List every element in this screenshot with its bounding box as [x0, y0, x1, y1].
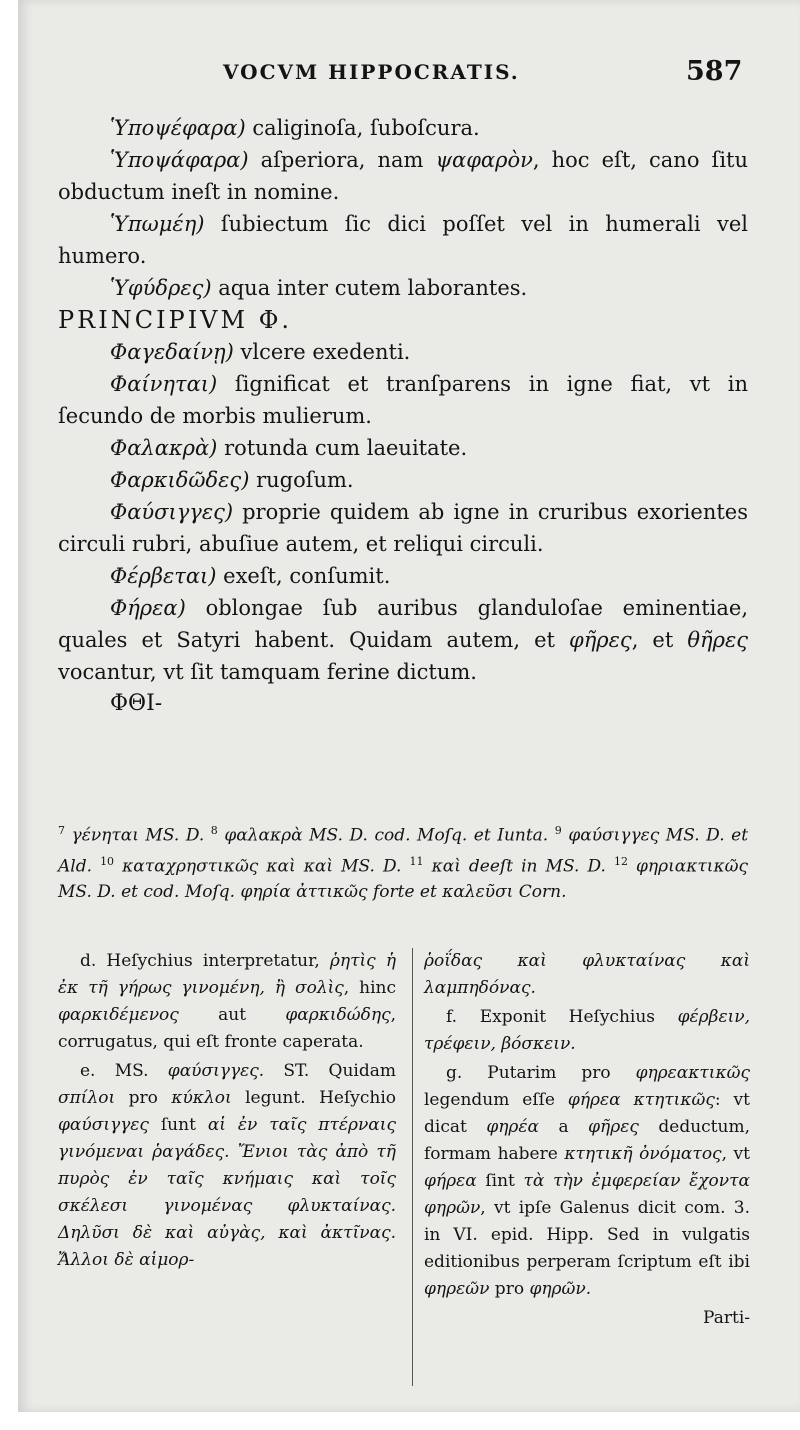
headword: Ὑποψάφαρα) — [110, 148, 249, 172]
note-text: e. MS. — [80, 1061, 168, 1081]
note-text: Quidam — [309, 1061, 396, 1081]
entry-hypopsephara — [58, 112, 748, 144]
greek-text: αἱ ἐν ταῖς πτέρναις γινόμεναι ῥαγάδες. Ἔνιοι τὰς ἀπὸ τῆ πυρὸς ἐν ταῖς κνήμαις καὶ τοῖς σκέλεσι γινομένας φλυκταίνας. Δηλῦσι δὲ καὶ αὐγὰς, καὶ ἀκτῖνας. Ἄλλοι δὲ αἱμορ- — [58, 1115, 396, 1270]
entry-text: exeſt, conſumit. — [216, 564, 391, 588]
footnote-text: καὶ deeſt in MS. D. — [431, 856, 614, 877]
entry-pherea — [58, 592, 748, 688]
page-header — [18, 56, 800, 96]
greek-text: φῆρες — [588, 1117, 639, 1137]
entry-phagedaine — [58, 336, 748, 368]
footnote-text: φαλακρὰ MS. D. cod. Moſq. et Iunta. — [224, 825, 549, 846]
entry-phalakra — [58, 432, 748, 464]
entry-text: , et — [631, 628, 688, 652]
note-text: f. Exponit Heſychius — [446, 1007, 678, 1027]
notes-column-right — [424, 948, 750, 1332]
catchword: ΦΘΙ- — [110, 691, 163, 716]
footnote-number: 12 — [613, 854, 628, 868]
entry-phausinges — [58, 496, 748, 560]
note-text: , vt — [721, 1144, 750, 1164]
footnote-number: 8 — [210, 824, 218, 837]
headword: Φαύσιγγες) — [110, 500, 234, 524]
entry-text: vlcere exedenti. — [233, 340, 411, 364]
footnote-number: 7 — [58, 824, 65, 837]
note-text: aut — [178, 1005, 286, 1025]
entry-text: ſubiectum ſic dici poſſet vel in humerali vel humero. — [58, 212, 748, 268]
footnote-number: 11 — [409, 854, 424, 868]
headword: Ὑπωμέη) — [110, 212, 205, 236]
footnote-number: 9 — [554, 824, 562, 837]
note-text: legendum eſſe — [424, 1090, 568, 1110]
note-g — [424, 1060, 750, 1303]
note-text: deductum, formam habere — [424, 1117, 750, 1164]
entry-text: proprie quidem ab igne in cruribus exorientes circuli rubri, abuſiue autem, et reliqui circuli. — [58, 500, 748, 556]
entry-text: rugoſum. — [249, 468, 354, 492]
greek-text: ῥητὶς ἡ ἐκ τῆ γήρως γινομένη, ἢ σολὶς — [58, 951, 397, 998]
entry-text: , hoc eſt, cano ſitu obductum ineſt in nomine. — [58, 148, 748, 204]
notes-column-left — [58, 948, 396, 1276]
entry-text: vocantur, vt ſit tamquam ferine dictum. — [58, 660, 477, 684]
note-text: d. Heſychius interpretatur, — [80, 951, 330, 971]
greek-text: φηρῶν. — [529, 1279, 592, 1299]
entry-text: ſignificat et tranſparens in igne fiat, vt in ſecundo de morbis mulierum. — [58, 372, 748, 428]
main-text — [58, 112, 748, 720]
greek-text: φέρβειν, τρέφειν, βόσκειν. — [424, 1007, 750, 1054]
entry-pherbetai — [58, 560, 748, 592]
greek-text: φήρεα κτητικῶς — [567, 1090, 715, 1110]
greek-text: φηρεακτικῶς — [635, 1063, 750, 1083]
note-text: , vt ipſe Galenus dicit com. 3. in VI. epid. Hipp. Sed in vulgatis editionibus perperam ſcriptum eſt ibi — [424, 1198, 750, 1272]
headword: Φέρβεται) — [110, 564, 217, 588]
headword: Ὑποψέφαρα) — [110, 116, 246, 140]
catchword-right: Parti- — [703, 1308, 750, 1328]
greek-text: φαρκιδέμενος — [58, 1005, 179, 1025]
note-text: pro — [489, 1279, 530, 1299]
headword: Ὑφύδρες) — [110, 276, 212, 300]
note-e — [58, 1058, 396, 1274]
entry-phainetai — [58, 368, 748, 432]
greek-word: φῆρες — [569, 628, 632, 652]
entry-hypomee — [58, 208, 748, 272]
note-text: ſunt — [148, 1115, 208, 1135]
footnote-text: φαύσιγγες MS. D. et Ald. — [58, 825, 749, 877]
note-text: pro — [115, 1088, 172, 1108]
headword: Φαίνηται) — [110, 372, 218, 396]
note-f — [424, 1004, 750, 1058]
headword: Φαρκιδῶδες) — [110, 468, 250, 492]
note-d — [58, 948, 396, 1056]
greek-text: κτητικῆ ὀνόματος — [564, 1144, 722, 1164]
footnote-text: καταχρηστικῶς καὶ καὶ MS. D. — [122, 856, 410, 877]
greek-text: τὰ τὴν ἐμφερείαν ἔχοντα φηρῶν — [424, 1171, 750, 1218]
headword: Φήρεα) — [110, 596, 186, 620]
headword: Φαλακρὰ) — [110, 436, 218, 460]
running-head: VOCVM HIPPOCRATIS. — [223, 60, 520, 84]
footnote-number: 10 — [100, 854, 115, 868]
note-text: : vt dicat — [424, 1090, 750, 1137]
note-text: legunt. Heſychio — [231, 1088, 396, 1108]
entry-hypopsaphara — [58, 144, 748, 208]
greek-text: φαύσιγγες. — [167, 1061, 265, 1081]
entry-pharkidodes — [58, 464, 748, 496]
greek-text: φήρεα — [424, 1171, 477, 1191]
footnote-line — [58, 818, 748, 905]
greek-text: κύκλοι — [171, 1088, 232, 1108]
note-text: , hinc — [343, 978, 397, 998]
entry-hyphydres — [58, 272, 748, 304]
note-continuation: ῥοΐδας καὶ φλυκταίνας καὶ λαμπηδόνας. — [424, 951, 750, 998]
greek-text: φηρεῶν — [424, 1279, 490, 1299]
headword: Φαγεδαίνῃ) — [110, 340, 234, 364]
entry-text: caliginoſa, ſuboſcura. — [245, 116, 480, 140]
greek-text: φαρκιδώδης — [285, 1005, 391, 1025]
note-text: ST. — [264, 1061, 310, 1081]
column-rule — [412, 948, 413, 1386]
entry-text: aſperiora, nam — [248, 148, 436, 172]
section-heading: PRINCIPIVM Φ. — [58, 306, 293, 334]
footnotes — [58, 818, 748, 905]
greek-text: φηρέα — [486, 1117, 539, 1137]
footnote-text: φηριακτικῶς MS. D. et cod. Moſq. φηρία ἀττικῶς forte et καλεῦσι Corn. — [58, 856, 748, 903]
page-number: 587 — [686, 56, 743, 87]
book-page — [18, 0, 800, 1412]
greek-text: σπίλοι — [58, 1088, 116, 1108]
greek-word: θῆρες — [687, 628, 748, 652]
note-text: a — [539, 1117, 589, 1137]
greek-word: ψαφαρὸν — [435, 148, 533, 172]
note-text: g. Putarim pro — [446, 1063, 636, 1083]
footnote-text: γένηται MS. D. — [71, 825, 211, 846]
note-text: , corrugatus, qui eſt fronte caperata. — [58, 1005, 396, 1052]
entry-text: aqua inter cutem laborantes. — [211, 276, 528, 300]
entry-text: rotunda cum laeuitate. — [217, 436, 468, 460]
greek-text: φαύσιγγες — [58, 1115, 149, 1135]
note-text: ſint — [476, 1171, 524, 1191]
entry-text: oblongae ſub auribus glanduloſae eminentiae, quales et Satyri habent. Quidam autem, et — [58, 596, 748, 652]
